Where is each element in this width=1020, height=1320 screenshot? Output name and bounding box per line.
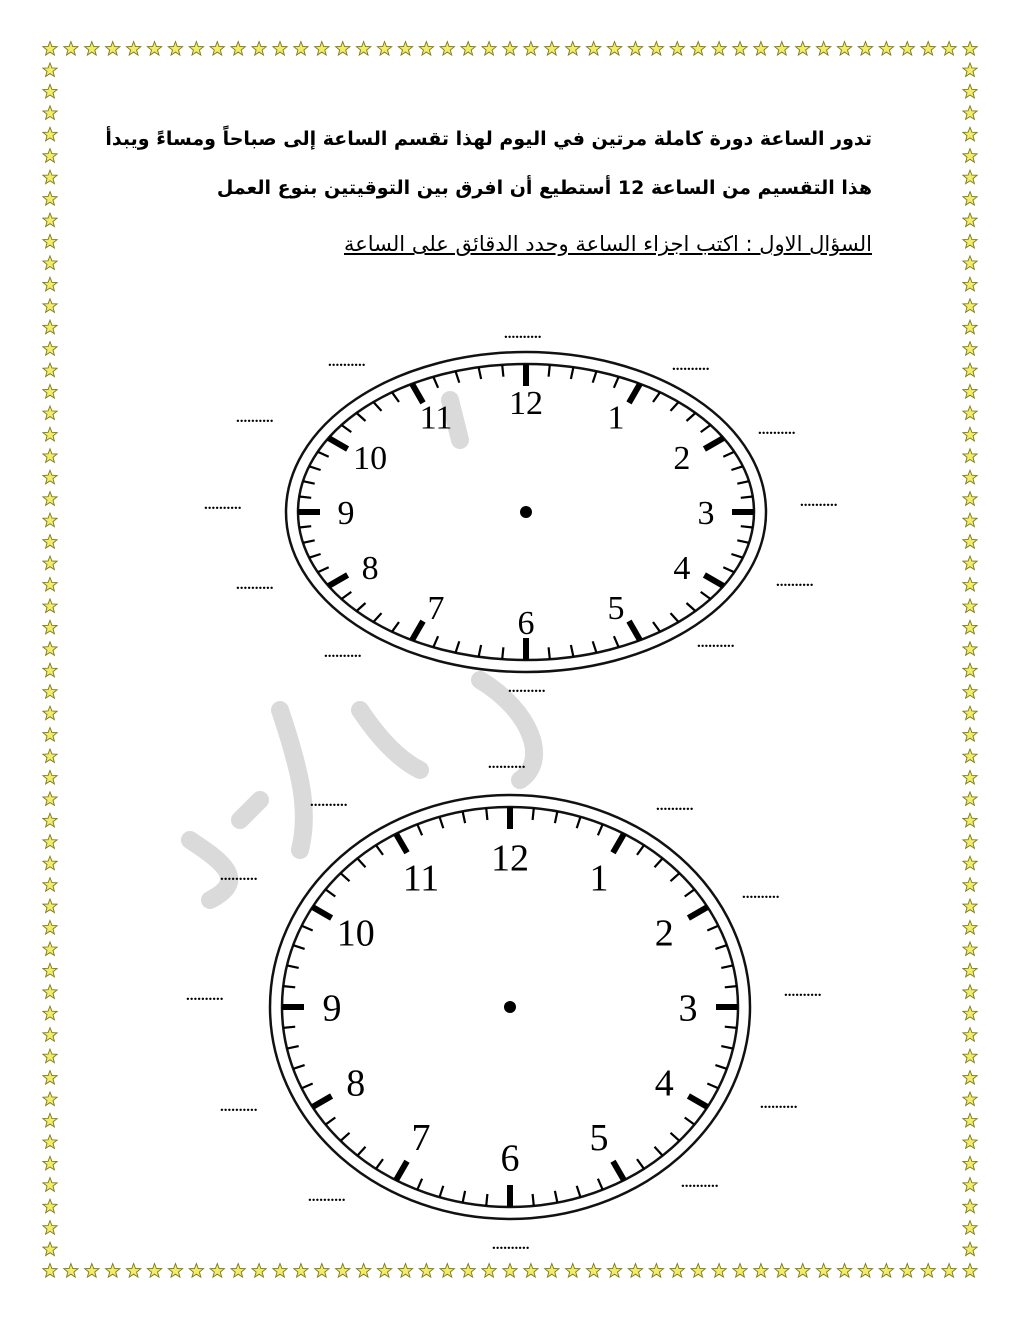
minute-tick bbox=[723, 452, 734, 457]
hour-tick bbox=[629, 384, 640, 403]
minute-tick bbox=[299, 526, 311, 527]
minute-tick bbox=[549, 365, 550, 377]
minute-tick bbox=[303, 540, 315, 543]
minute-tick bbox=[533, 1194, 534, 1206]
minute-tick bbox=[341, 1133, 350, 1141]
minute-tick bbox=[357, 603, 366, 611]
answer-blank[interactable]: .......... bbox=[656, 798, 694, 814]
minute-tick bbox=[326, 889, 336, 896]
answer-blank[interactable]: .......... bbox=[508, 680, 546, 696]
minute-tick bbox=[433, 636, 438, 647]
clock-numeral: 9 bbox=[337, 494, 355, 532]
minute-tick bbox=[655, 1147, 663, 1156]
minute-tick bbox=[417, 824, 422, 835]
minute-tick bbox=[463, 1191, 466, 1203]
minute-tick bbox=[741, 526, 753, 527]
answer-blank[interactable]: .......... bbox=[776, 574, 814, 590]
hour-tick bbox=[613, 834, 624, 853]
hour-tick bbox=[613, 1161, 624, 1180]
clock-numeral: 12 bbox=[509, 384, 543, 422]
clock-numeral: 6 bbox=[517, 604, 535, 642]
answer-blank[interactable]: .......... bbox=[504, 326, 542, 342]
minute-tick bbox=[357, 413, 366, 421]
minute-tick bbox=[326, 1118, 336, 1125]
minute-tick bbox=[687, 413, 696, 421]
clock-numeral: 3 bbox=[678, 987, 698, 1030]
minute-tick bbox=[725, 1027, 737, 1028]
minute-tick bbox=[715, 1065, 726, 1069]
clock-numeral: 1 bbox=[607, 399, 625, 437]
hour-tick bbox=[396, 834, 407, 853]
hour-tick bbox=[313, 1096, 332, 1107]
answer-blank[interactable]: .......... bbox=[758, 422, 796, 438]
hour-tick bbox=[396, 1161, 407, 1180]
answer-blank[interactable]: .......... bbox=[800, 494, 838, 510]
minute-tick bbox=[302, 926, 313, 931]
clock-numeral: 5 bbox=[589, 1117, 609, 1160]
clock-numeral: 8 bbox=[361, 549, 379, 587]
hour-tick bbox=[412, 621, 423, 640]
minute-tick bbox=[283, 986, 295, 987]
minute-tick bbox=[731, 554, 742, 558]
answer-blank[interactable]: .......... bbox=[204, 497, 242, 513]
minute-tick bbox=[571, 645, 574, 657]
answer-blank[interactable]: .......... bbox=[236, 410, 274, 426]
minute-tick bbox=[721, 1046, 733, 1049]
minute-tick bbox=[721, 965, 733, 968]
answer-blank[interactable]: .......... bbox=[784, 984, 822, 1000]
answer-blank[interactable]: .......... bbox=[672, 358, 710, 374]
clock-numeral: 11 bbox=[402, 857, 440, 900]
minute-tick bbox=[299, 497, 311, 498]
minute-tick bbox=[376, 845, 383, 855]
minute-tick bbox=[593, 371, 597, 383]
minute-tick bbox=[737, 540, 749, 543]
minute-tick bbox=[723, 567, 734, 572]
answer-blank[interactable]: .......... bbox=[186, 988, 224, 1004]
minute-tick bbox=[479, 645, 482, 657]
minute-tick bbox=[318, 452, 329, 457]
minute-tick bbox=[342, 425, 352, 432]
answer-blank[interactable]: .......... bbox=[760, 1096, 798, 1112]
clock-numeral: 1 bbox=[589, 857, 609, 900]
minute-tick bbox=[479, 367, 482, 379]
minute-tick bbox=[671, 402, 679, 411]
minute-tick bbox=[701, 425, 711, 432]
minute-tick bbox=[283, 1027, 295, 1028]
minute-tick bbox=[303, 481, 315, 484]
answer-blank[interactable]: .......... bbox=[681, 1175, 719, 1191]
minute-tick bbox=[417, 1179, 422, 1190]
minute-tick bbox=[571, 367, 574, 379]
minute-tick bbox=[653, 622, 660, 632]
minute-tick bbox=[725, 986, 737, 987]
minute-tick bbox=[318, 567, 329, 572]
minute-tick bbox=[342, 592, 352, 599]
answer-blank[interactable]: .......... bbox=[220, 868, 258, 884]
minute-tick bbox=[502, 647, 503, 659]
clock-numeral: 2 bbox=[654, 912, 674, 955]
minute-tick bbox=[577, 1186, 581, 1197]
minute-tick bbox=[577, 817, 581, 828]
minute-tick bbox=[433, 377, 438, 388]
hour-tick bbox=[704, 438, 723, 449]
minute-tick bbox=[737, 481, 749, 484]
minute-tick bbox=[671, 873, 680, 881]
clock-center-dot bbox=[504, 1001, 516, 1013]
clock-numeral: 2 bbox=[673, 439, 691, 477]
minute-tick bbox=[440, 817, 444, 828]
minute-tick bbox=[293, 945, 304, 949]
minute-tick bbox=[533, 808, 534, 820]
clock-numeral: 8 bbox=[346, 1062, 366, 1105]
minute-tick bbox=[687, 603, 696, 611]
minute-tick bbox=[486, 1194, 487, 1206]
minute-tick bbox=[655, 858, 663, 867]
clock-numeral: 12 bbox=[491, 837, 529, 880]
minute-tick bbox=[731, 466, 742, 470]
clock-numeral: 9 bbox=[322, 987, 342, 1030]
minute-tick bbox=[287, 965, 299, 968]
clock-numeral: 7 bbox=[411, 1117, 431, 1160]
minute-tick bbox=[373, 402, 381, 411]
clock-numeral: 3 bbox=[697, 494, 715, 532]
clock-center-dot bbox=[520, 506, 532, 518]
minute-tick bbox=[293, 1065, 304, 1069]
minute-tick bbox=[357, 858, 365, 867]
minute-tick bbox=[598, 824, 603, 835]
answer-blank[interactable]: .......... bbox=[236, 577, 274, 593]
minute-tick bbox=[440, 1186, 444, 1197]
minute-tick bbox=[309, 554, 320, 558]
minute-tick bbox=[671, 1133, 680, 1141]
answer-blank[interactable]: .......... bbox=[310, 794, 348, 810]
answer-blank[interactable]: .......... bbox=[488, 756, 526, 772]
answer-blank[interactable]: .......... bbox=[742, 886, 780, 902]
minute-tick bbox=[598, 1179, 603, 1190]
hour-tick bbox=[329, 438, 348, 449]
minute-tick bbox=[685, 1118, 695, 1125]
minute-tick bbox=[637, 845, 644, 855]
intro-line-1: تدور الساعة دورة كاملة مرتين في اليوم لهذا تقسم الساعة إلى صباحاً ومساءً ويبدأ bbox=[105, 128, 872, 150]
hour-tick bbox=[704, 575, 723, 586]
minute-tick bbox=[341, 873, 350, 881]
minute-tick bbox=[392, 622, 399, 632]
minute-tick bbox=[707, 926, 718, 931]
minute-tick bbox=[685, 889, 695, 896]
minute-tick bbox=[741, 497, 753, 498]
minute-tick bbox=[376, 1159, 383, 1169]
minute-tick bbox=[707, 1084, 718, 1089]
minute-tick bbox=[653, 392, 660, 402]
clock-numeral: 6 bbox=[500, 1137, 520, 1180]
hour-tick bbox=[313, 907, 332, 918]
minute-tick bbox=[373, 613, 381, 622]
answer-blank[interactable]: .......... bbox=[697, 635, 735, 651]
minute-tick bbox=[502, 365, 503, 377]
clock-numeral: 10 bbox=[353, 439, 388, 477]
answer-blank[interactable]: .......... bbox=[308, 1189, 346, 1205]
clock-numeral: 7 bbox=[427, 590, 445, 628]
clock-numeral: 10 bbox=[336, 912, 375, 955]
minute-tick bbox=[614, 636, 619, 647]
clock-numeral: 4 bbox=[654, 1062, 674, 1105]
minute-tick bbox=[456, 641, 460, 653]
answer-blank[interactable]: .......... bbox=[324, 645, 362, 661]
minute-tick bbox=[555, 811, 558, 823]
clock-numeral: 5 bbox=[607, 590, 625, 628]
intro-line-2: هذا التقسيم من الساعة 12 أستطيع أن افرق بين التوقيتين بنوع العمل bbox=[216, 177, 872, 199]
minute-tick bbox=[593, 641, 597, 653]
minute-tick bbox=[486, 808, 487, 820]
hour-tick bbox=[329, 575, 348, 586]
minute-tick bbox=[715, 945, 726, 949]
minute-tick bbox=[701, 592, 711, 599]
minute-tick bbox=[671, 613, 679, 622]
hour-tick bbox=[688, 1096, 707, 1107]
minute-tick bbox=[287, 1046, 299, 1049]
minute-tick bbox=[309, 466, 320, 470]
minute-tick bbox=[302, 1084, 313, 1089]
clock-numeral: 11 bbox=[419, 399, 453, 437]
hour-tick bbox=[688, 907, 707, 918]
minute-tick bbox=[637, 1159, 644, 1169]
minute-tick bbox=[392, 392, 399, 402]
clock-numeral: 4 bbox=[673, 549, 691, 587]
minute-tick bbox=[463, 811, 466, 823]
minute-tick bbox=[555, 1191, 558, 1203]
hour-tick bbox=[629, 621, 640, 640]
answer-blank[interactable]: .......... bbox=[328, 354, 366, 370]
question-1-title: السؤال الاول : اكتب اجزاء الساعة وحدد الدقائق على الساعة bbox=[343, 232, 872, 256]
answer-blank[interactable]: .......... bbox=[492, 1237, 530, 1253]
minute-tick bbox=[357, 1147, 365, 1156]
minute-tick bbox=[614, 377, 619, 388]
answer-blank[interactable]: .......... bbox=[220, 1099, 258, 1115]
minute-tick bbox=[456, 371, 460, 383]
minute-tick bbox=[549, 647, 550, 659]
